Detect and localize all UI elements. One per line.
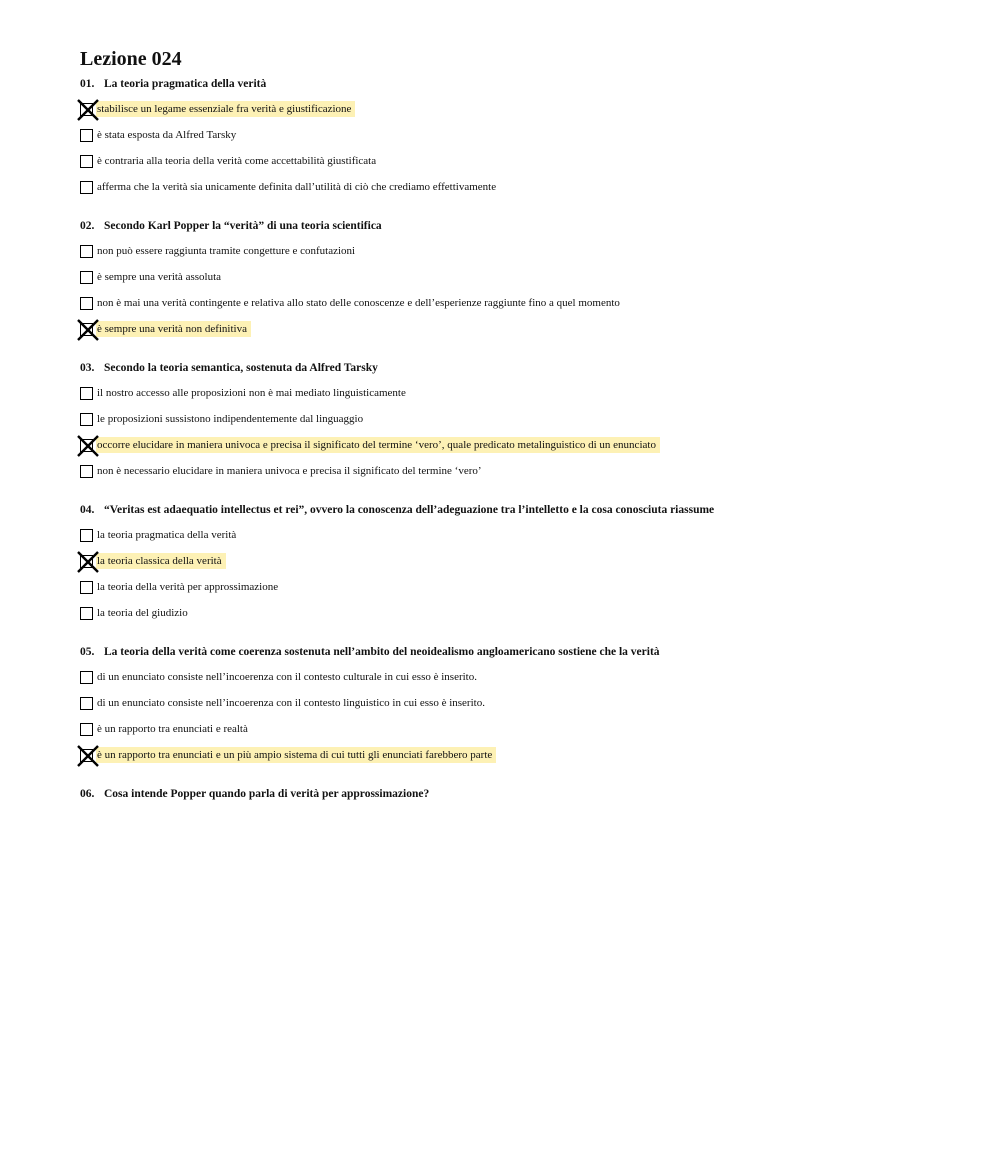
answer-option[interactable] (80, 96, 980, 122)
checkbox[interactable] (80, 581, 93, 594)
question-heading (80, 214, 980, 238)
answer-text: è sempre una verità non definitiva (96, 321, 251, 337)
checkbox[interactable] (80, 245, 93, 258)
checked-checkbox[interactable] (80, 323, 93, 336)
answer-option[interactable] (80, 148, 980, 174)
answer-text: occorre elucidare in maniera univoca e precisa il significato del termine ‘vero’, quale predicato metalinguistico di un enunciato (96, 437, 660, 453)
answer-text: è un rapporto tra enunciati e realtà (97, 723, 248, 735)
question-list (80, 72, 980, 806)
question-5 (80, 640, 980, 768)
question-text: Cosa intende Popper quando parla di verità per approssimazione? (104, 788, 430, 800)
page-title: Lezione 024 (80, 48, 182, 70)
question-3 (80, 356, 980, 484)
question-text: La teoria pragmatica della verità (104, 78, 267, 90)
answer-text: non è mai una verità contingente e relativa allo stato delle conoscenze e dell’esperienze raggiunte fino a quel momento (97, 297, 620, 309)
answer-option[interactable] (80, 432, 980, 458)
answer-option[interactable] (80, 406, 980, 432)
checkbox[interactable] (80, 129, 93, 142)
answer-option[interactable] (80, 238, 980, 264)
checkbox[interactable] (80, 671, 93, 684)
answer-option[interactable] (80, 290, 980, 316)
question-4 (80, 498, 980, 626)
x-mark-icon (77, 99, 99, 121)
answer-option[interactable] (80, 458, 980, 484)
question-heading (80, 782, 980, 806)
answer-text: non è necessario elucidare in maniera univoca e precisa il significato del termine ‘vero’ (97, 465, 482, 477)
checkbox[interactable] (80, 607, 93, 620)
answer-option[interactable] (80, 548, 980, 574)
answer-option[interactable] (80, 380, 980, 406)
answer-text: è stata esposta da Alfred Tarsky (97, 129, 237, 141)
answer-text: è sempre una verità assoluta (97, 271, 222, 283)
question-number: 05. (80, 646, 95, 658)
answer-option[interactable] (80, 742, 980, 768)
answer-option[interactable] (80, 522, 980, 548)
x-mark-icon (77, 745, 99, 767)
question-number: 06. (80, 788, 95, 800)
checked-checkbox[interactable] (80, 439, 93, 452)
answer-text: le proposizioni sussistono indipendentemente dal linguaggio (97, 413, 364, 425)
question-number: 02. (80, 220, 95, 232)
answer-option[interactable] (80, 600, 980, 626)
question-heading (80, 356, 980, 380)
answer-text: la teoria del giudizio (97, 607, 188, 619)
checkbox[interactable] (80, 387, 93, 400)
checkbox[interactable] (80, 297, 93, 310)
checkbox[interactable] (80, 723, 93, 736)
answer-text: la teoria della verità per approssimazione (97, 581, 279, 593)
answer-option[interactable] (80, 690, 980, 716)
question-text: “Veritas est adaequatio intellectus et rei”, ovvero la conoscenza dell’adeguazione tra l’intelletto e la cosa conosciuta riassume (104, 504, 715, 516)
checked-checkbox[interactable] (80, 103, 93, 116)
answer-text: è un rapporto tra enunciati e un più ampio sistema di cui tutti gli enunciati farebbero parte (96, 747, 496, 763)
answer-option[interactable] (80, 574, 980, 600)
answer-text: afferma che la verità sia unicamente definita dall’utilità di ciò che crediamo effettivamente (97, 181, 497, 193)
answer-text: il nostro accesso alle proposizioni non è mai mediato linguisticamente (97, 387, 406, 399)
answer-option[interactable] (80, 174, 980, 200)
checkbox[interactable] (80, 413, 93, 426)
checkbox[interactable] (80, 697, 93, 710)
question-number: 01. (80, 78, 95, 90)
checked-checkbox[interactable] (80, 555, 93, 568)
x-mark-icon (77, 551, 99, 573)
question-number: 04. (80, 504, 95, 516)
answer-text: di un enunciato consiste nell’incoerenza con il contesto culturale in cui esso è inserito. (97, 671, 477, 683)
question-heading (80, 640, 980, 664)
answer-text: non può essere raggiunta tramite congetture e confutazioni (97, 245, 356, 257)
question-text: Secondo Karl Popper la “verità” di una teoria scientifica (104, 220, 382, 232)
answer-option[interactable] (80, 316, 980, 342)
question-text: Secondo la teoria semantica, sostenuta da Alfred Tarsky (104, 362, 378, 374)
answer-option[interactable] (80, 716, 980, 742)
lesson-page (80, 46, 980, 806)
answer-option[interactable] (80, 264, 980, 290)
checked-checkbox[interactable] (80, 749, 93, 762)
question-heading (80, 72, 980, 96)
checkbox[interactable] (80, 529, 93, 542)
question-6 (80, 782, 980, 806)
x-mark-icon (77, 435, 99, 457)
question-1 (80, 72, 980, 200)
question-number: 03. (80, 362, 95, 374)
question-2 (80, 214, 980, 342)
answer-option[interactable] (80, 664, 980, 690)
checkbox[interactable] (80, 181, 93, 194)
x-mark-icon (77, 319, 99, 341)
answer-option[interactable] (80, 122, 980, 148)
checkbox[interactable] (80, 271, 93, 284)
answer-text: di un enunciato consiste nell’incoerenza con il contesto linguistico in cui esso è inserito. (97, 697, 485, 709)
answer-text: stabilisce un legame essenziale fra verità e giustificazione (96, 101, 355, 117)
answer-text: la teoria pragmatica della verità (97, 529, 237, 541)
answer-text: la teoria classica della verità (96, 553, 226, 569)
answer-text: è contraria alla teoria della verità come accettabilità giustificata (97, 155, 377, 167)
question-heading (80, 498, 980, 522)
question-text: La teoria della verità come coerenza sostenuta nell’ambito del neoidealismo angloamericano sostiene che la verità (104, 646, 660, 658)
checkbox[interactable] (80, 155, 93, 168)
checkbox[interactable] (80, 465, 93, 478)
